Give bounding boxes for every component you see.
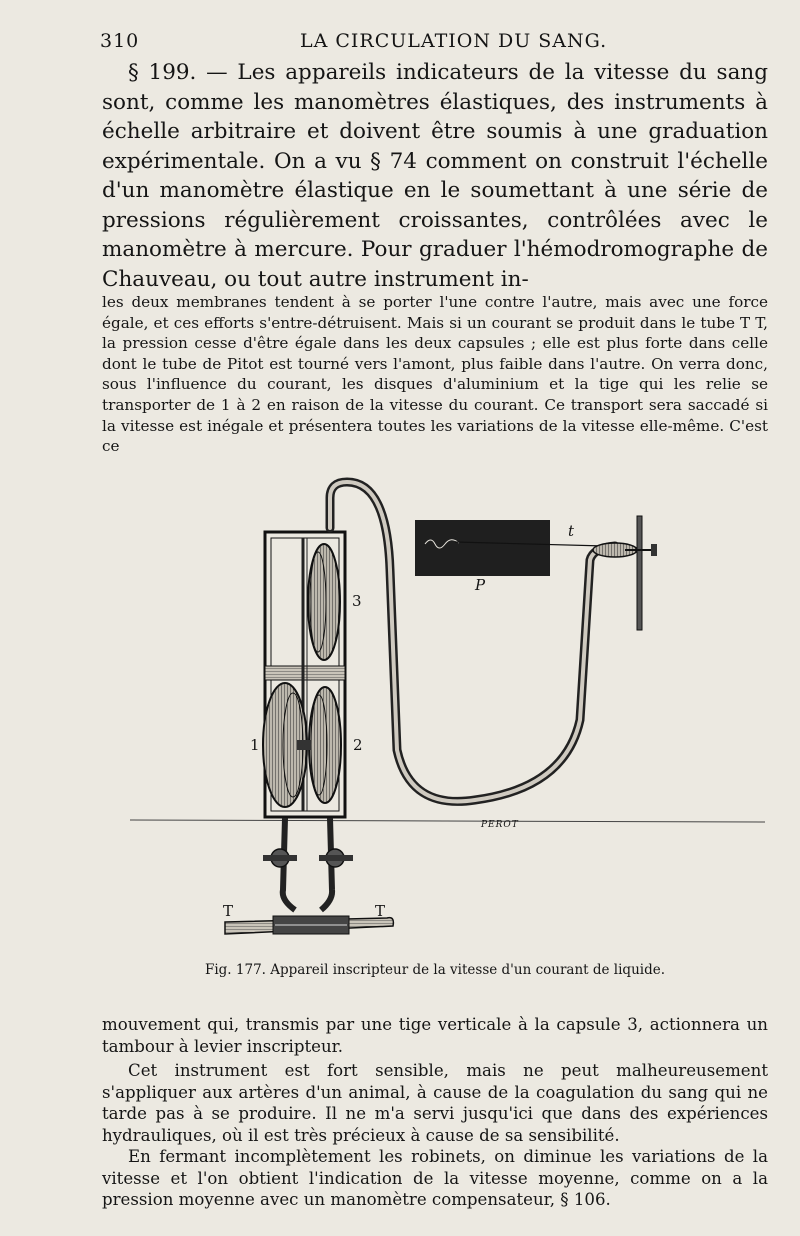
engraver-signature: PEROT bbox=[481, 820, 519, 830]
apparatus-engraving bbox=[125, 470, 785, 960]
paragraph-robinets: En fermant incomplètement les robinets, on diminue les variations de la vitesse et l'on obtient l'indication de la vitesse moyenne, comme on a la pression moyenne avec un manomètre compensateur, § 106. bbox=[102, 1147, 768, 1209]
label-lever: t bbox=[568, 522, 575, 540]
stopcock-right bbox=[319, 818, 353, 910]
label-cylinder: P bbox=[475, 576, 486, 594]
recording-cylinder bbox=[415, 520, 550, 576]
page-number: 310 bbox=[100, 30, 140, 52]
paragraph-199: § 199. — Les appareils indicateurs de la vitesse du sang sont, comme les manomètres élastiques, des instruments à échelle arbitraire et doivent être soumis à une graduation expérimentale. On a vu § 74 comment on construit l'échelle d'un manomètre élastique en le soumettant à une série de pressions régulièrement croissantes, contrôlées avec le manomètre à mercure. Pour graduer l'hémodromographe de Chauveau, ou tout autre instrument in- bbox=[102, 60, 768, 292]
capsule-2 bbox=[309, 687, 341, 803]
figure-177 bbox=[125, 470, 785, 960]
stopcock-left bbox=[263, 818, 297, 910]
page-header bbox=[100, 26, 768, 56]
paragraph-small-print: les deux membranes tendent à se porter l'une contre l'autre, mais avec une force égale, et ces efforts s'entre-détruisent. Mais si un courant se produit dans le tube T T, la pression cesse d'être égale dans les deux capsules ; elle est plus forte dans celle dont le tube de Pitot est tourné vers l'amont, plus faible dans l'autre. On verra donc, sous l'influence du courant, les disques d'aluminium et la tige qui les relie se transporter de 1 à 2 en raison de la vitesse du courant. Ce transport sera saccadé si la vitesse est inégale et présentera toutes les variations de la vitesse elle-même. C'est ce bbox=[102, 293, 768, 456]
label-capsule-1: 1 bbox=[250, 736, 260, 754]
capsule-3 bbox=[308, 544, 340, 660]
label-tube-left: T bbox=[223, 902, 234, 920]
figure-caption: Fig. 177. Appareil inscripteur de la vitesse d'un courant de liquide. bbox=[204, 962, 665, 978]
label-tube-right: T bbox=[375, 902, 386, 920]
label-capsule-2: 2 bbox=[353, 736, 363, 754]
tube-tt bbox=[225, 916, 393, 934]
label-capsule-3: 3 bbox=[352, 592, 362, 610]
running-head: LA CIRCULATION DU SANG. bbox=[300, 30, 608, 52]
paragraph-sensibility: Cet instrument est fort sensible, mais ne peut malheureusement s'appliquer aux artères d'un animal, à cause de la coagulation du sang qui ne tarde pas à se produire. Il ne m'a servi jusqu'ici que dans des expériences hydrauliques, où il est très précieux à cause de sa sensibilité. bbox=[102, 1061, 768, 1145]
paragraph-continuation: mouvement qui, transmis par une tige verticale à la capsule 3, actionnera un tambour à levier inscripteur. bbox=[102, 1015, 768, 1056]
